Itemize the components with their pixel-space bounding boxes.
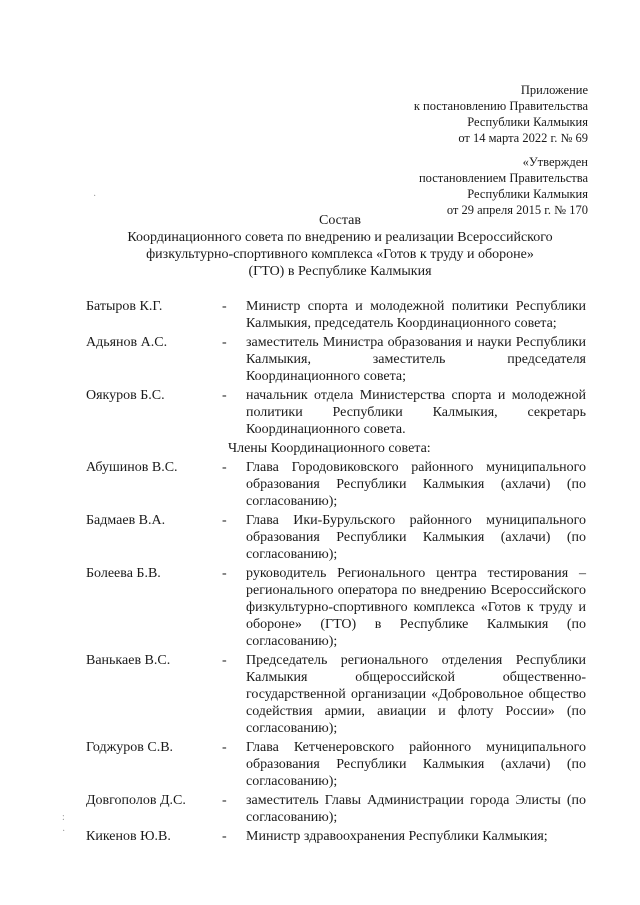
appendix-line: к постановлению Правительства bbox=[413, 99, 588, 113]
member-entry bbox=[86, 298, 586, 332]
member-entry bbox=[86, 565, 586, 650]
member-entry bbox=[86, 739, 586, 790]
title-heading: Состав bbox=[318, 213, 361, 228]
scan-speck: · bbox=[62, 826, 66, 837]
approval-line: постановлением Правительства bbox=[418, 171, 588, 185]
dash-separator: - bbox=[222, 388, 227, 403]
member-entry bbox=[86, 387, 586, 438]
scan-speck: · bbox=[93, 191, 97, 202]
member-role: Глава Ики-Бурульского районного муниципального образования Республики Калмыкия (ахлачи) (по согласованию); bbox=[246, 513, 586, 562]
dash-separator: - bbox=[222, 829, 227, 844]
member-name: Ванькаев В.С. bbox=[86, 653, 171, 668]
dash-separator: - bbox=[222, 335, 227, 350]
dash-separator: - bbox=[222, 513, 227, 528]
appendix-line: Приложение bbox=[520, 83, 588, 97]
member-name: Бадмаев В.А. bbox=[86, 513, 166, 528]
member-role: руководитель Регионального центра тестирования – регионального оператора по внедрению Всероссийского физкультурно-спортивного комплекса «Готов к труду и обороне» (ГТО) в Республике Калмыкия (по согласованию); bbox=[246, 566, 586, 649]
council-composition bbox=[86, 298, 586, 847]
member-role: начальник отдела Министерства спорта и молодежной политики Республики Калмыкия, секретарь Координационного совета. bbox=[246, 388, 586, 437]
member-role: Глава Кетченеровского районного муниципального образования Республики Калмыкия (ахлачи) (по согласованию); bbox=[246, 740, 586, 789]
member-name: Кикенов Ю.В. bbox=[86, 829, 171, 844]
approval-line: Республики Калмыкия bbox=[467, 187, 588, 201]
member-entry bbox=[86, 512, 586, 563]
scan-speck: : bbox=[62, 812, 65, 823]
approval-header bbox=[419, 154, 588, 218]
member-entry bbox=[86, 652, 586, 737]
dash-separator: - bbox=[222, 566, 227, 581]
appendix-header bbox=[414, 82, 588, 146]
member-role: заместитель Главы Администрации города Элисты (по согласованию); bbox=[246, 793, 586, 825]
appendix-line: от 14 марта 2022 г. № 69 bbox=[458, 131, 588, 145]
title-line: физкультурно-спортивного комплекса «Готов к труду и обороне» bbox=[146, 247, 534, 262]
member-role: Министр здравоохранения Республики Калмыкия; bbox=[246, 829, 548, 844]
member-entry bbox=[86, 334, 586, 385]
member-role: Председатель регионального отделения Республики Калмыкия общероссийской общественно-государственной организации «Добровольное общество содействия армии, авиации и флоту России» (по согласованию); bbox=[246, 653, 586, 736]
member-name: Батыров К.Г. bbox=[86, 299, 163, 314]
member-entry bbox=[86, 792, 586, 826]
member-name: Адьянов А.С. bbox=[86, 335, 168, 350]
dash-separator: - bbox=[222, 299, 227, 314]
member-name: Абушинов В.С. bbox=[86, 460, 178, 475]
dash-separator: - bbox=[222, 653, 227, 668]
title-line: Координационного совета по внедрению и реализации Всероссийского bbox=[127, 230, 553, 245]
document-title bbox=[60, 212, 620, 280]
member-name: Болеева Б.В. bbox=[86, 566, 161, 581]
approval-line: «Утвержден bbox=[522, 155, 588, 169]
member-role: Министр спорта и молодежной политики Республики Калмыкия, председатель Координационного совета; bbox=[246, 299, 586, 331]
member-role: заместитель Министра образования и науки Республики Калмыкия, заместитель председателя Координационного совета; bbox=[246, 335, 586, 384]
title-line: (ГТО) в Республике Калмыкия bbox=[248, 264, 432, 279]
dash-separator: - bbox=[222, 793, 227, 808]
member-entry bbox=[86, 459, 586, 510]
approval-line: от 29 апреля 2015 г. № 170 bbox=[446, 203, 588, 217]
appendix-line: Республики Калмыкия bbox=[467, 115, 588, 129]
member-name: Оякуров Б.С. bbox=[86, 388, 165, 403]
member-name: Довгополов Д.С. bbox=[86, 793, 186, 808]
dash-separator: - bbox=[222, 460, 227, 475]
member-entry bbox=[86, 828, 586, 845]
member-name: Годжуров С.В. bbox=[86, 740, 174, 755]
members-heading: Члены Координационного совета: bbox=[228, 441, 431, 456]
member-role: Глава Городовиковского районного муниципального образования Республики Калмыкия (ахлачи) (по согласованию); bbox=[246, 460, 586, 509]
dash-separator: - bbox=[222, 740, 227, 755]
